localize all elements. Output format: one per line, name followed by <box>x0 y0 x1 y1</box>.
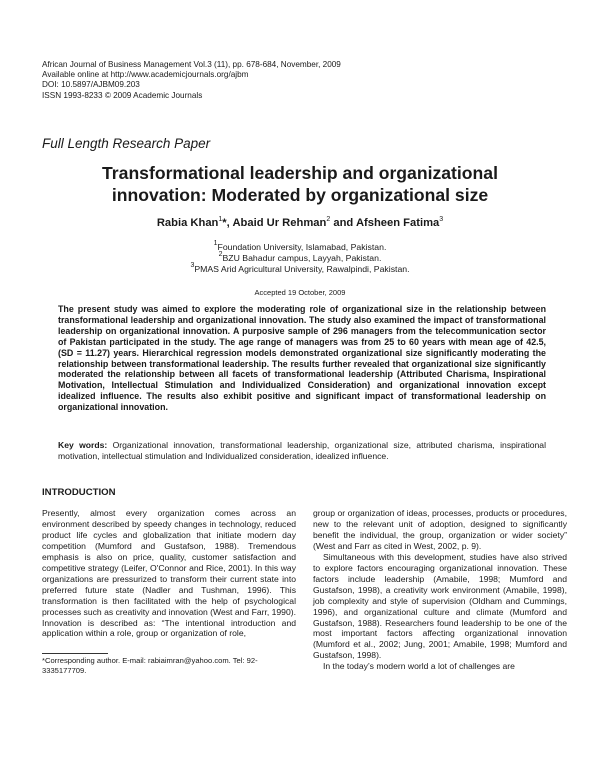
corresponding-author-footnote: *Corresponding author. E-mail: rabiaimran@yahoo.com. Tel: 92-3335177709. <box>42 656 258 675</box>
affiliation-marker: 3 <box>190 262 195 270</box>
body-paragraph: Simultaneous with this development, studies have also strived to explore factors encouraging organizational innovation. These factors include leadership (Amabile, 1998; Mumford and Gustafson, 1998), a creativity work environment (Amabile, 1998), job complexity and style of supervision (Oldham and Cummings, 1996), and organizational culture and climate (Mumford and Gustafson, 1988). Researchers found leadership to be one of the most important factors affecting organizational innovation (Mumford et al., 2002; Jung, 2001; Amabile, 1998; Mumford and Gustafson, 1998). <box>313 551 567 661</box>
keywords-text: Organizational innovation, transformational leadership, organizational size, attributed charisma, inspirational motivation, intellectual stimulation and Individualized consideration, idealized influence. <box>58 440 546 461</box>
body-paragraph: Presently, almost every organization comes across an environment described by speedy changes in technology, reduced product life cycles and globalization that initiate modern day competition (Mumford and Gustafson, 1988). Tremendous emphasis is also on price, quality, customer satisfaction and competitive strategy (Leifer, O'Connor and Rice, 2001). In this way organizations are pressurized to transform their current state into preferred future state (Nadler and Tushman, 1996). This transformation is then facilitated with the help of psychological processes such as creativity and innovation (West and Farr, 1990). Innovation is described as: “The intentional introduction and application within a role, group or organization of role, <box>42 508 296 639</box>
issn: ISSN 1993-8233 © 2009 Academic Journals <box>42 90 203 100</box>
affiliation-marker: 1 <box>213 240 218 247</box>
paper-title <box>40 162 560 206</box>
body-paragraph: In the today’s modern world a lot of challenges are <box>323 661 515 672</box>
affiliation <box>40 253 560 264</box>
affiliation-text: Foundation University, Islamabad, Pakistan. <box>217 242 387 252</box>
author-affiliation-marker: 1 <box>218 216 223 223</box>
keywords <box>58 440 546 462</box>
author-separator: *, <box>222 217 233 229</box>
keywords-label: Key words: <box>58 440 108 450</box>
journal-header <box>42 60 341 101</box>
title-line: innovation: Moderated by organizational size <box>111 185 489 205</box>
journal-citation: African Journal of Business Management Vol.3 (11), pp. 678-684, November, 2009 <box>42 60 341 69</box>
affiliation-marker: 2 <box>218 251 223 259</box>
affiliations <box>40 242 560 276</box>
affiliation <box>40 264 560 275</box>
title-line: Transformational leadership and organizational <box>102 163 498 183</box>
abstract: The present study was aimed to explore the moderating role of organizational size in the relationship between transformational leadership and organizational innovation. The study also examined the impact of transformational leadership on organizational innovation. A purposive sample of 296 managers from the telecommunication sector of Pakistan participated in the study. The age range of managers was from 25 to 60 years with mean age of 42.5, (SD = 11.27) years. Hierarchical regression models demonstrated organizational size significantly moderating the relationship between transformational leadership. The results further revealed that organizational size significantly moderated the relationship between all facets of transformational leadership (Attributed Charisma, Inspirational Motivation, Intellectual Stimulation and Individualized Consideration) and organizational innovation except idealized influence. The results also exhibit positive and significant impact of transformational leadership on organizational innovation. <box>58 304 546 413</box>
footnote-rule <box>42 653 108 654</box>
left-column <box>42 508 296 639</box>
right-column <box>313 508 567 672</box>
section-heading: INTRODUCTION <box>42 487 116 498</box>
affiliation-text: BZU Bahadur campus, Layyah, Pakistan. <box>222 253 382 264</box>
body-paragraph: group or organization of ideas, processes, products or procedures, new to the relevant unit of adoption, designed to significantly benefit the individual, the group, organization or wider society” (West and Farr as cited in West, 2002, p. 9). <box>313 508 567 551</box>
author-list <box>40 217 560 229</box>
author-name: Rabia Khan <box>156 217 219 229</box>
author-name: Abaid Ur Rehman <box>232 217 327 229</box>
author-separator: and <box>330 217 356 229</box>
author-name: Afsheen Fatima <box>355 217 440 229</box>
affiliation <box>40 242 560 253</box>
doi: DOI: 10.5897/AJBM09.203 <box>42 80 140 90</box>
affiliation-text: PMAS Arid Agricultural University, Rawalpindi, Pakistan. <box>194 264 410 275</box>
online-availability: Available online at http://www.academicjournals.org/ajbm <box>42 70 249 80</box>
author-affiliation-marker: 3 <box>439 216 444 223</box>
author-affiliation-marker: 2 <box>326 216 331 223</box>
accepted-date: Accepted 19 October, 2009 <box>254 288 346 297</box>
paper-type: Full Length Research Paper <box>42 136 211 151</box>
